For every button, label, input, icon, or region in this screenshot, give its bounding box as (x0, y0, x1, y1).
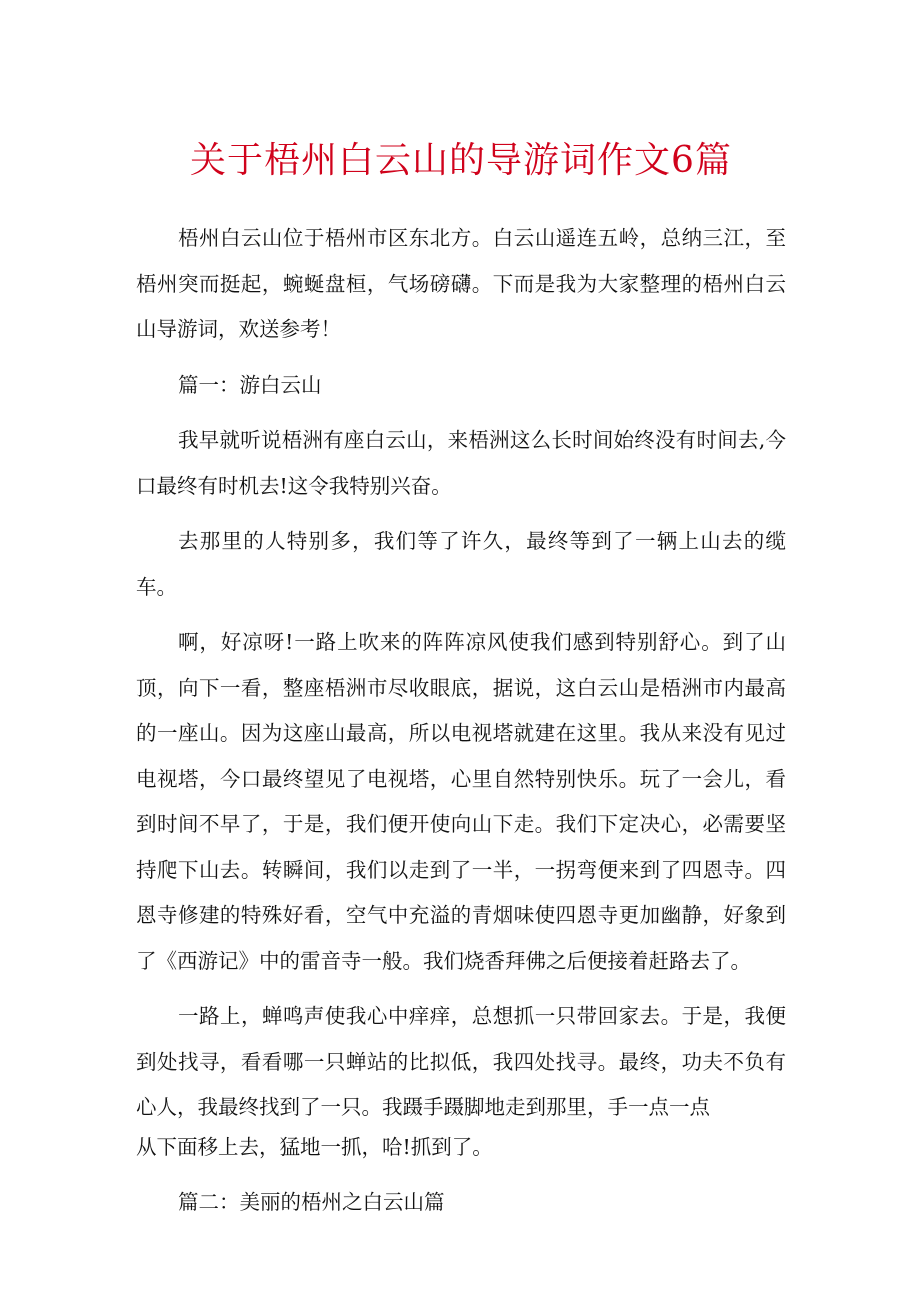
paragraph: 去那里的人特别多，我们等了许久，最终等到了一辆上山去的缆车。 (136, 529, 786, 599)
document-body (136, 216, 786, 1226)
section-heading-2: 篇二：美丽的梧州之白云山篇 (178, 1190, 445, 1214)
paragraph-continuation: 从下面移上去，猛地一抓，哈!抓到了。 (136, 1134, 493, 1159)
paragraph: 一路上，蝉鸣声使我心中痒痒，总想抓一只带回家去。于是，我便到处找寻，看看哪一只蝉站的比拟低，我四处找寻。最终，功夫不负有心人，我最终找到了一只。我蹑手蹑脚地走到那里，手一点一点 (136, 1004, 786, 1119)
paragraph: 我早就听说梧洲有座白云山，来梧洲这么长时间始终没有时间去,今口最终有时机去!这令我特别兴奋。 (136, 428, 786, 498)
document-title: 关于梧州白云山的导游词作文6篇 (190, 140, 732, 181)
intro-paragraph: 梧州白云山位于梧州市区东北方。白云山遥连五岭，总纳三江，至梧州突而挺起，蜿蜒盘桓，气场磅礴。下而是我为大家整理的梧州白云山导游词，欢送参考！ (136, 226, 786, 341)
paragraph: 啊，好凉呀!一路上吹来的阵阵凉风使我们感到特别舒心。到了山顶，向下一看，整座梧洲市尽收眼底，据说，这白云山是梧洲市内最高的一座山。因为这座山最高，所以电视塔就建在这里。我从来没有见过电视塔，今口最终望见了电视塔，心里自然特别快乐。玩了一会儿，看到时间不早了，于是，我们便开使向山下走。我们下定决心，必需要坚持爬下山去。转瞬间，我们以走到了一半，一拐弯便来到了四恩寺。四恩寺修建的特殊好看，空气中充溢的青烟味使四恩寺更加幽静，好象到了《西游记》中的雷音寺一般。我们烧香拜佛之后便接着赶路去了。 (136, 630, 786, 973)
section-heading-1: 篇一：游白云山 (178, 372, 322, 397)
